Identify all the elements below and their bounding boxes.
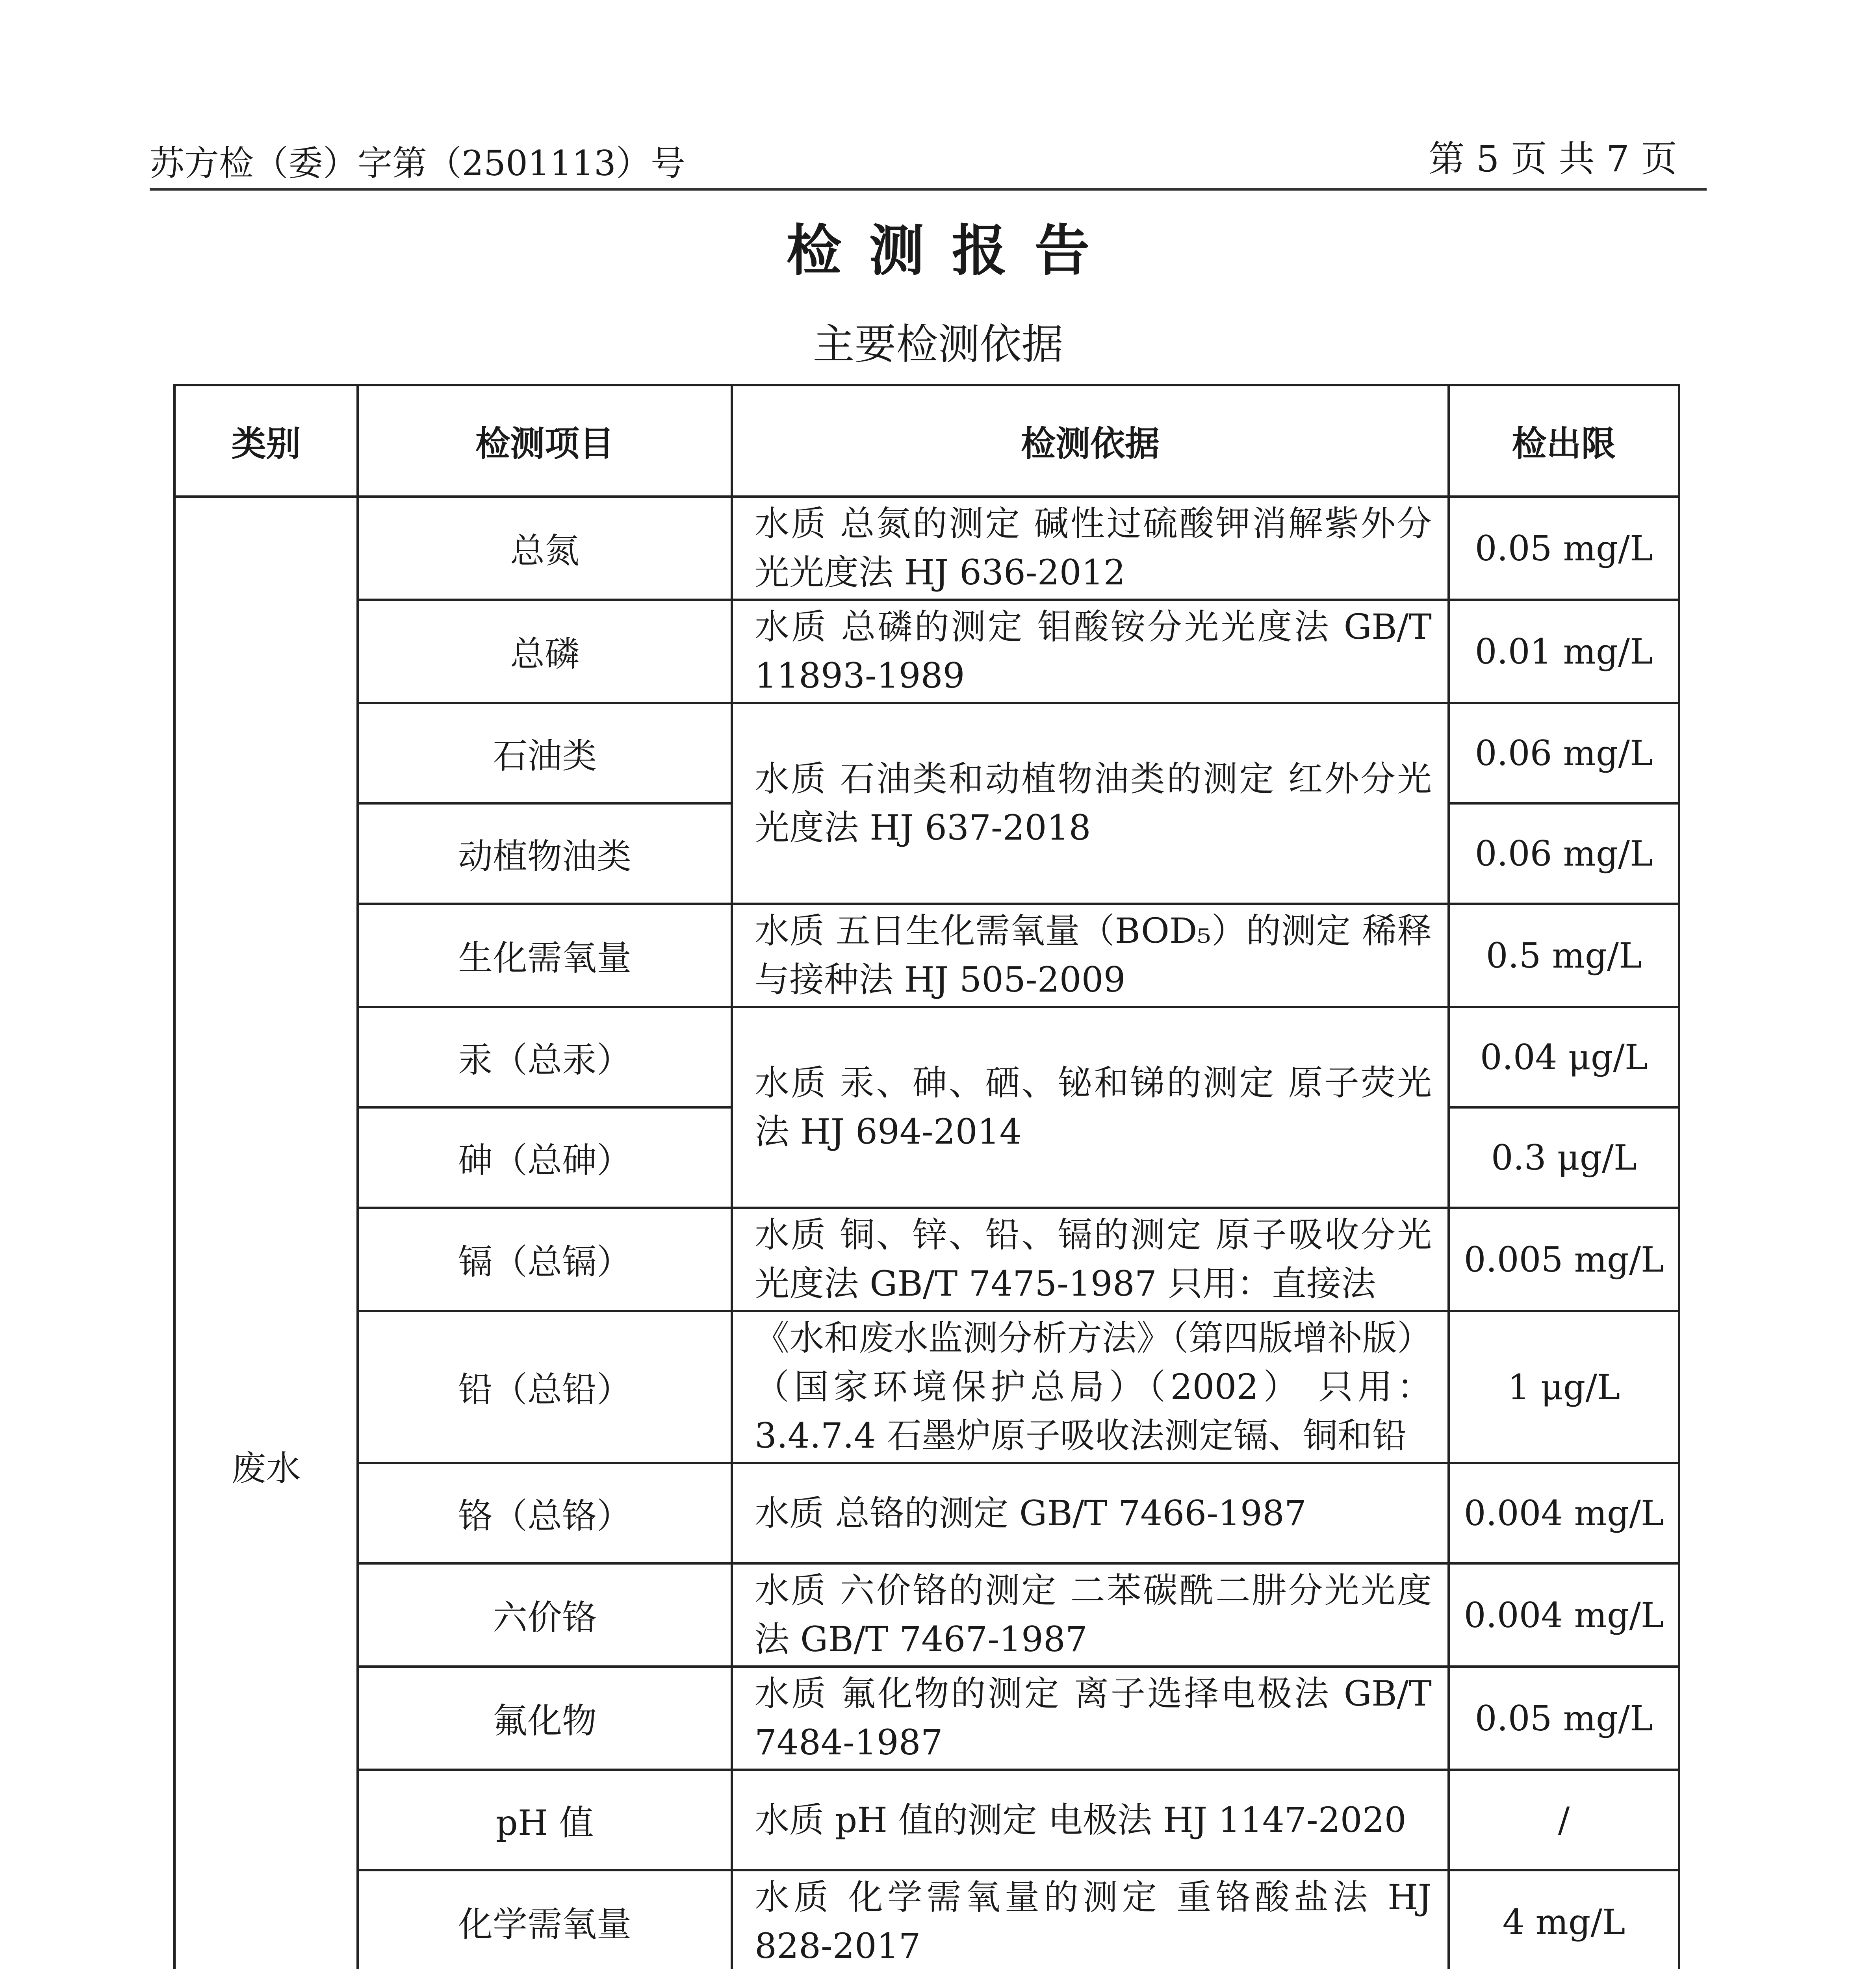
limit-cell: 0.3 μg/L <box>1449 1107 1679 1208</box>
item-cell: 石油类 <box>358 703 732 803</box>
detection-basis-table <box>173 384 1680 1969</box>
report-title: 检测报告 <box>786 219 1117 283</box>
table-row <box>174 1667 1679 1770</box>
category-cell: 废水 <box>174 497 358 1969</box>
item-cell: 铬（总铬） <box>358 1463 732 1563</box>
table-row <box>174 904 1679 1007</box>
table-row <box>174 600 1679 703</box>
item-cell: 总磷 <box>358 600 732 703</box>
limit-cell: / <box>1449 1770 1679 1870</box>
table-row <box>174 1208 1679 1311</box>
limit-cell: 0.06 mg/L <box>1449 703 1679 803</box>
limit-cell: 0.004 mg/L <box>1449 1563 1679 1667</box>
item-cell: 化学需氧量 <box>358 1870 732 1969</box>
limit-cell: 1 μg/L <box>1449 1311 1679 1463</box>
item-cell: 六价铬 <box>358 1563 732 1667</box>
table-row <box>174 1870 1679 1969</box>
item-cell: 铅（总铅） <box>358 1311 732 1463</box>
limit-cell: 0.004 mg/L <box>1449 1463 1679 1563</box>
report-number: 苏方检（委）字第（2501113）号 <box>150 143 685 184</box>
item-cell: 总氮 <box>358 497 732 600</box>
item-cell: pH 值 <box>358 1770 732 1870</box>
item-cell: 动植物油类 <box>358 803 732 904</box>
method-cell: 水质 总铬的测定 GB/T 7466-1987 <box>732 1463 1449 1563</box>
method-cell: 水质 氟化物的测定 离子选择电极法 GB/T 7484-1987 <box>732 1667 1449 1770</box>
page-info: 第 5 页 共 7 页 <box>1428 138 1677 180</box>
method-cell: 水质 化学需氧量的测定 重铬酸盐法 HJ 828-2017 <box>732 1870 1449 1969</box>
item-cell: 汞（总汞） <box>358 1007 732 1107</box>
table-row <box>174 1563 1679 1667</box>
item-cell: 氟化物 <box>358 1667 732 1770</box>
header-method: 检测依据 <box>732 385 1449 497</box>
limit-cell: 4 mg/L <box>1449 1870 1679 1969</box>
limit-cell: 0.5 mg/L <box>1449 904 1679 1007</box>
method-cell: 《水和废水监测分析方法》（第四版增补版）（国家环境保护总局）（2002） 只用：3.4.7.4 石墨炉原子吸收法测定镉、铜和铅 <box>732 1311 1449 1463</box>
item-cell: 砷（总砷） <box>358 1107 732 1208</box>
limit-cell: 0.01 mg/L <box>1449 600 1679 703</box>
limit-cell: 0.06 mg/L <box>1449 803 1679 904</box>
method-cell: 水质 总磷的测定 钼酸铵分光光度法 GB/T 11893-1989 <box>732 600 1449 703</box>
limit-cell: 0.05 mg/L <box>1449 497 1679 600</box>
method-cell: 水质 pH 值的测定 电极法 HJ 1147-2020 <box>732 1770 1449 1870</box>
table-row <box>174 1311 1679 1463</box>
header-divider <box>150 188 1707 191</box>
header-limit: 检出限 <box>1449 385 1679 497</box>
method-cell: 水质 铜、锌、铅、镉的测定 原子吸收分光光度法 GB/T 7475-1987 只用：直接法 <box>732 1208 1449 1311</box>
table-row <box>174 1770 1679 1870</box>
table-header-row <box>174 385 1679 497</box>
limit-cell: 0.005 mg/L <box>1449 1208 1679 1311</box>
limit-cell: 0.04 μg/L <box>1449 1007 1679 1107</box>
table-row <box>174 703 1679 803</box>
table-row <box>174 497 1679 600</box>
limit-cell: 0.05 mg/L <box>1449 1667 1679 1770</box>
item-cell: 生化需氧量 <box>358 904 732 1007</box>
table-row <box>174 1463 1679 1563</box>
header-category: 类别 <box>174 385 358 497</box>
item-cell: 镉（总镉） <box>358 1208 732 1311</box>
method-cell: 水质 汞、砷、硒、铋和锑的测定 原子荧光法 HJ 694-2014 <box>732 1007 1449 1208</box>
report-subtitle: 主要检测依据 <box>813 320 1063 369</box>
table-row <box>174 1007 1679 1107</box>
method-cell: 水质 总氮的测定 碱性过硫酸钾消解紫外分光光度法 HJ 636-2012 <box>732 497 1449 600</box>
method-cell: 水质 五日生化需氧量（BOD₅）的测定 稀释与接种法 HJ 505-2009 <box>732 904 1449 1007</box>
method-cell: 水质 六价铬的测定 二苯碳酰二肼分光光度法 GB/T 7467-1987 <box>732 1563 1449 1667</box>
method-cell: 水质 石油类和动植物油类的测定 红外分光光度法 HJ 637-2018 <box>732 703 1449 904</box>
header-item: 检测项目 <box>358 385 732 497</box>
